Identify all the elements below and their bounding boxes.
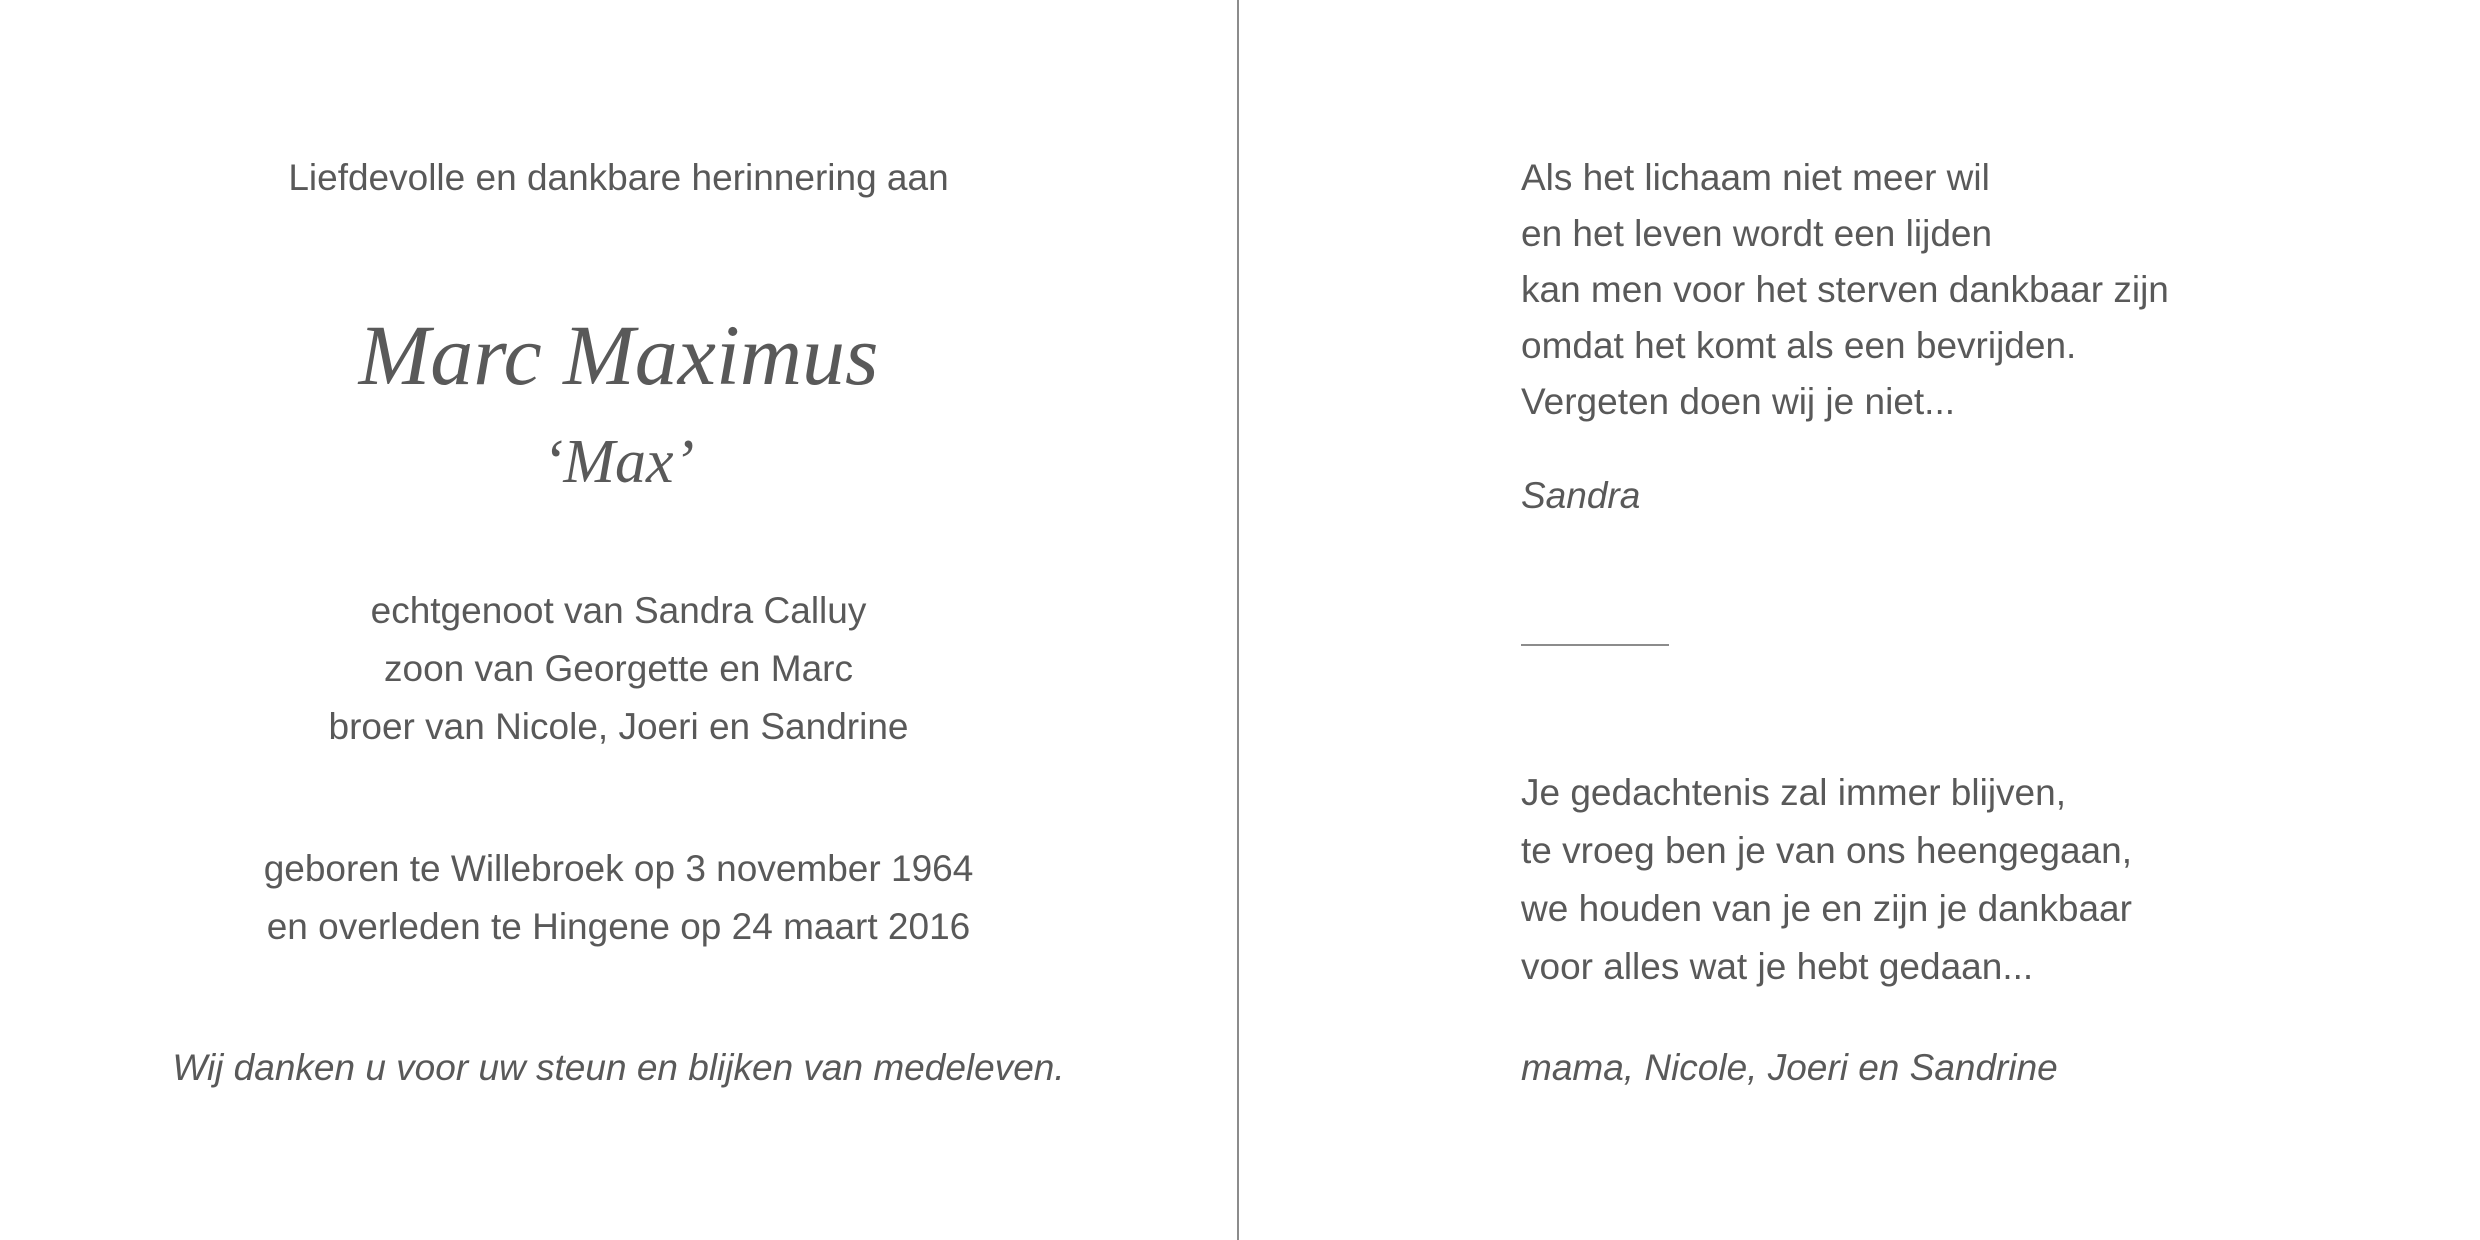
family-relations [0,582,1237,756]
poem-second [1521,764,2132,996]
relation-line: zoon van Georgette en Marc [384,648,853,689]
death-line: en overleden te Hingene op 24 maart 2016 [266,906,971,947]
poem-first [1521,150,2169,430]
poem-line: omdat het komt als een bevrijden. [1521,325,2077,366]
relation-line: echtgenoot van Sandra Calluy [370,590,867,631]
poem-line: Vergeten doen wij je niet... [1521,381,1956,422]
poem-line: we houden van je en zijn je dankbaar [1521,888,2132,929]
birth-line: geboren te Willebroek op 3 november 1964 [263,848,974,889]
poem-line: en het leven wordt een lijden [1521,213,1993,254]
poem-line: Als het lichaam niet meer wil [1521,157,1990,198]
poem-line: Je gedachtenis zal immer blijven, [1521,772,2066,813]
poem-second-signature: mama, Nicole, Joeri en Sandrine [1521,1047,2058,1088]
deceased-name: Marc Maximus [358,307,879,403]
poem-line: te vroeg ben je van ons heengegaan, [1521,830,2132,871]
relation-line: broer van Nicole, Joeri en Sandrine [328,706,909,747]
poem-first-signature: Sandra [1521,475,1641,516]
deceased-nickname: ‘Max’ [542,428,695,496]
section-separator [1521,644,1669,646]
life-dates [0,840,1237,956]
poem-line: kan men voor het sterven dankbaar zijn [1521,269,2169,310]
poem-line: voor alles wat je hebt gedaan... [1521,946,2034,987]
left-page [0,0,1237,1240]
intro-text: Liefdevolle en dankbare herinnering aan [288,157,949,198]
thanks-message: Wij danken u voor uw steun en blijken van medeleven. [172,1047,1065,1088]
